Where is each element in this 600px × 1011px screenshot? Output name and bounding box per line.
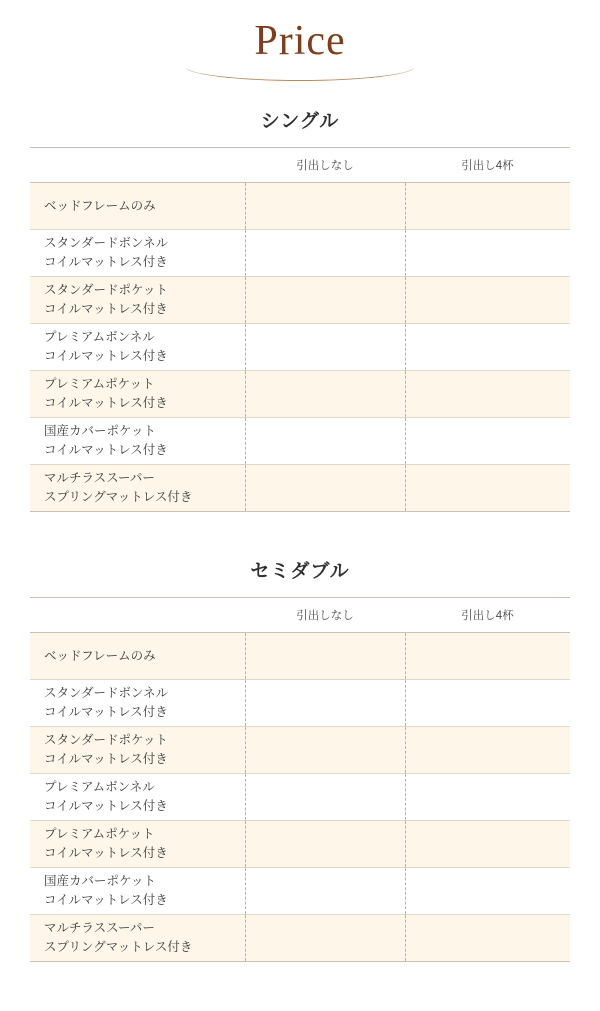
row-value-no-drawer (245, 633, 405, 680)
row-label: スタンダードポケット コイルマットレス付き (30, 277, 245, 324)
row-value-no-drawer (245, 915, 405, 962)
table-body (30, 633, 570, 962)
row-label: 国産カバーポケット コイルマットレス付き (30, 868, 245, 915)
column-header-no-drawer: 引出しなし (245, 598, 405, 633)
row-value-four-drawers (405, 183, 570, 230)
table-row (30, 915, 570, 962)
table-row (30, 633, 570, 680)
row-value-four-drawers (405, 324, 570, 371)
row-value-no-drawer (245, 277, 405, 324)
row-label: ベッドフレームのみ (30, 183, 245, 230)
table-header-row (30, 148, 570, 183)
row-value-no-drawer (245, 868, 405, 915)
table-row (30, 727, 570, 774)
page-title-block (0, 0, 600, 84)
section-single (0, 106, 600, 512)
row-value-no-drawer (245, 727, 405, 774)
row-value-four-drawers (405, 727, 570, 774)
row-value-no-drawer (245, 183, 405, 230)
row-value-no-drawer (245, 418, 405, 465)
row-value-no-drawer (245, 230, 405, 277)
price-table-semi-double (30, 597, 570, 962)
row-label: マルチラススーパー スプリングマットレス付き (30, 465, 245, 512)
table-row (30, 418, 570, 465)
table-row (30, 465, 570, 512)
table-row (30, 868, 570, 915)
row-value-four-drawers (405, 821, 570, 868)
row-value-four-drawers (405, 277, 570, 324)
row-value-no-drawer (245, 465, 405, 512)
column-header-four-drawers: 引出し4杯 (405, 148, 570, 183)
table-row (30, 183, 570, 230)
table-row (30, 277, 570, 324)
row-value-four-drawers (405, 915, 570, 962)
row-value-four-drawers (405, 633, 570, 680)
table-row (30, 324, 570, 371)
row-value-four-drawers (405, 418, 570, 465)
row-label: プレミアムポケット コイルマットレス付き (30, 821, 245, 868)
row-value-four-drawers (405, 371, 570, 418)
section-semi-double (0, 556, 600, 962)
table-row (30, 371, 570, 418)
section-heading-single: シングル (260, 111, 340, 133)
table-body (30, 183, 570, 512)
section-heading-semi-double: セミダブル (250, 561, 350, 583)
table-row (30, 774, 570, 821)
row-value-no-drawer (245, 324, 405, 371)
price-table-single (30, 147, 570, 512)
column-header-blank (30, 598, 245, 633)
row-value-no-drawer (245, 774, 405, 821)
row-value-four-drawers (405, 868, 570, 915)
row-label: マルチラススーパー スプリングマットレス付き (30, 915, 245, 962)
row-value-four-drawers (405, 774, 570, 821)
row-value-no-drawer (245, 680, 405, 727)
row-label: スタンダードポケット コイルマットレス付き (30, 727, 245, 774)
row-value-no-drawer (245, 371, 405, 418)
table-row (30, 821, 570, 868)
table-head (30, 148, 570, 183)
row-value-no-drawer (245, 821, 405, 868)
row-value-four-drawers (405, 230, 570, 277)
page-title: Price (254, 18, 346, 64)
table-header-row (30, 598, 570, 633)
table-row (30, 230, 570, 277)
column-header-four-drawers: 引出し4杯 (405, 598, 570, 633)
title-underline-flourish (185, 66, 415, 84)
column-header-no-drawer: 引出しなし (245, 148, 405, 183)
column-header-blank (30, 148, 245, 183)
row-value-four-drawers (405, 680, 570, 727)
row-label: スタンダードボンネル コイルマットレス付き (30, 680, 245, 727)
row-label: 国産カバーポケット コイルマットレス付き (30, 418, 245, 465)
row-label: プレミアムボンネル コイルマットレス付き (30, 774, 245, 821)
row-label: プレミアムボンネル コイルマットレス付き (30, 324, 245, 371)
row-value-four-drawers (405, 465, 570, 512)
table-head (30, 598, 570, 633)
row-label: ベッドフレームのみ (30, 633, 245, 680)
table-row (30, 680, 570, 727)
row-label: プレミアムポケット コイルマットレス付き (30, 371, 245, 418)
row-label: スタンダードボンネル コイルマットレス付き (30, 230, 245, 277)
